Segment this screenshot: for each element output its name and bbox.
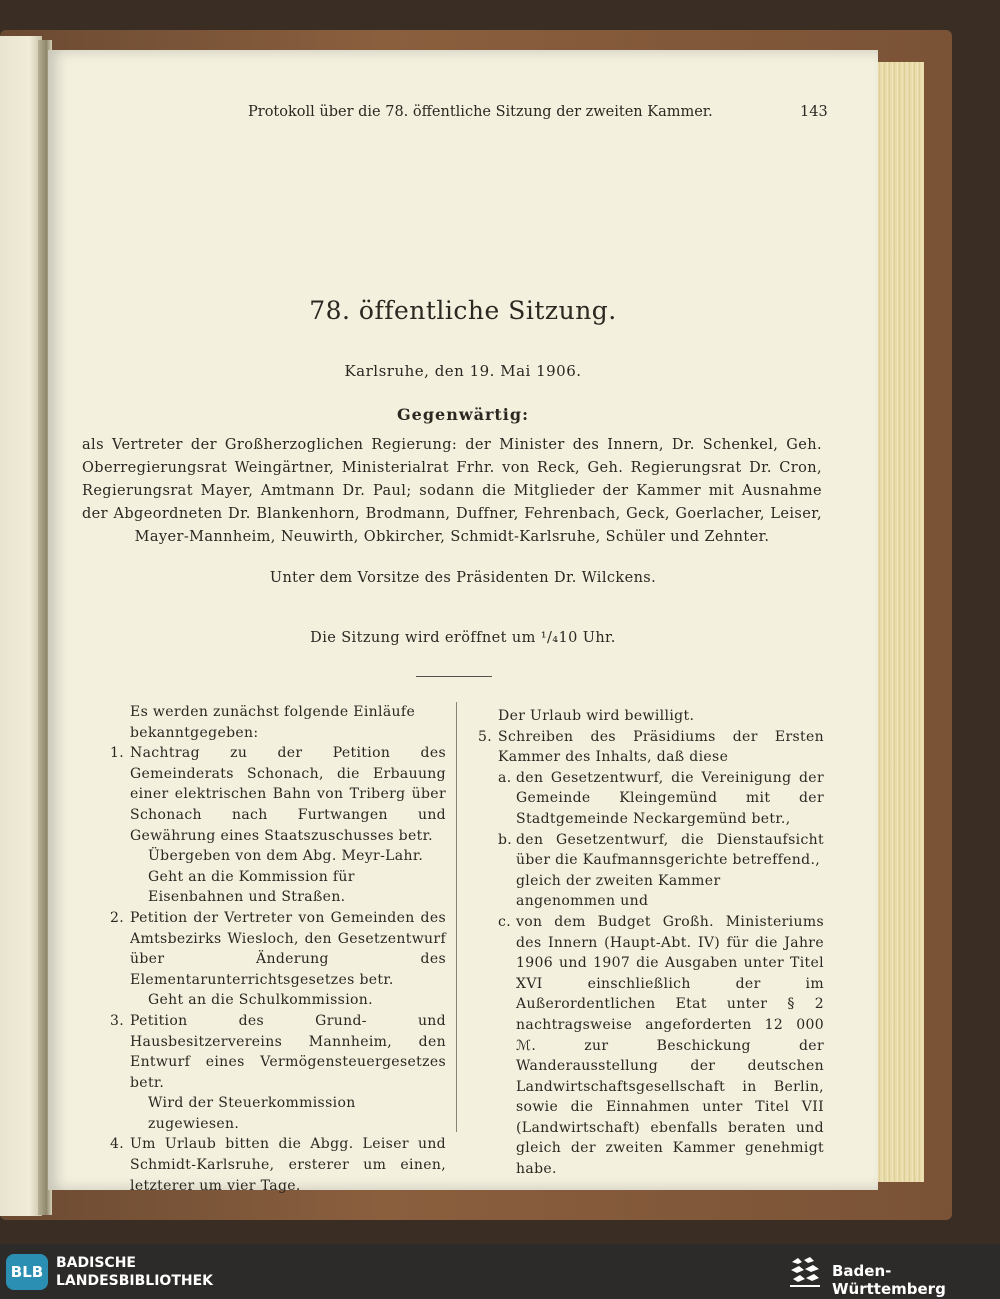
item-text: Nachtrag zu der Petition des Gemeinderats Schonach, die Erbauung einer elektrischen Bahn von Triberg über Schonach nach Furtwangen und Gewährung eines Staatszuschusses betr. xyxy=(130,745,446,844)
item-text: Schreiben des Präsidiums der Ersten Kammer des Inhalts, daß diese xyxy=(498,728,824,766)
item-text: Petition des Grund- und Hausbesitzervereins Mannheim, den Entwurf eines Vermögensteuergesetzes betr. xyxy=(130,1012,446,1091)
right-column xyxy=(478,706,824,1180)
list-item xyxy=(478,727,824,768)
item-note: Wird der Steuerkommission zugewiesen. xyxy=(148,1095,356,1132)
between-text: gleich der zweiten Kammer angenommen und xyxy=(516,872,721,910)
item-number: 4. xyxy=(110,1136,125,1153)
chair-line: Unter dem Vorsitze des Präsidenten Dr. Wilckens. xyxy=(269,570,657,586)
intro-text: Es werden zunächst folgende Einläufe bekanntgegeben: xyxy=(130,704,416,741)
list-item xyxy=(110,1134,446,1196)
viewer-footer xyxy=(0,1244,1000,1299)
item-number: 3. xyxy=(110,1012,125,1029)
session-title: 78. öffentliche Sitzung. xyxy=(309,296,617,325)
header-title: Protokoll über die 78. öffentliche Sitzung der zweiten Kammer. xyxy=(248,104,713,120)
item-number: 2. xyxy=(110,909,125,926)
item-note: Geht an die Kommission für Eisenbahnen und Straßen. xyxy=(148,868,355,906)
state-name[interactable]: Baden-Württemberg xyxy=(832,1262,946,1298)
list-item xyxy=(110,908,446,990)
left-column xyxy=(110,702,446,1196)
sub-item-letter: a. xyxy=(498,769,512,786)
sub-item xyxy=(478,768,824,830)
document-page xyxy=(48,50,878,1194)
present-heading: Gegenwärtig: xyxy=(397,405,529,424)
sub-item-letter: c. xyxy=(498,913,511,930)
sub-item-text: den Gesetzentwurf, die Vereinigung der Gemeinde Kleingemünd mit der Stadtgemeinde Neckargemünd betr., xyxy=(516,769,824,827)
item-text: Um Urlaub bitten die Abgg. Leiser und Schmidt-Karlsruhe, ersterer um einen, letzterer um vier Tage. xyxy=(130,1136,446,1194)
page-number: 143 xyxy=(800,104,828,120)
column-divider xyxy=(456,702,457,1132)
item-note: Geht an die Schulkommission. xyxy=(148,992,373,1009)
section-divider xyxy=(416,676,492,677)
place-date: Karlsruhe, den 19. Mai 1906. xyxy=(344,362,582,380)
item-number: 5. xyxy=(478,728,493,745)
library-name-line2: LANDESBIBLIOTHEK xyxy=(56,1273,214,1289)
running-header xyxy=(48,104,878,128)
list-item xyxy=(110,1011,446,1093)
sub-item-text: von dem Budget Großh. Ministeriums des Innern (Haupt-Abt. IV) für die Jahre 1906 und 1907 die Ausgaben unter Titel XVI einschließlich der im Außerordentlichen Etat unter § 2 nachtragsweise angeforderten 12 000 ℳ. zur Beschickung der Wanderausstellung der deutschen Landwirtschaftsgesellschaft in Berlin, sowie die Einnahmen unter Titel VII (Landwirtschaft) ebenfalls beraten und gleich der zweiten Kammer genehmigt habe. xyxy=(516,913,824,1178)
item-number: 1. xyxy=(110,745,125,762)
item-text: Petition der Vertreter von Gemeinden des Amtsbezirks Wiesloch, den Gesetzentwurf über Änderung des Elementarunterrichtsgesetzes betr. xyxy=(130,909,446,988)
attendance-paragraph: als Vertreter der Großherzoglichen Regierung: der Minister des Innern, Dr. Schenkel, Geh. Oberregierungsrat Weingärtner, Ministerialrat Frhr. von Reck, Geh. Regierungsrat Dr. Cron, Regierungsrat Mayer, Amtmann Dr. Paul; sodann die Mitglieder der Kammer mit Ausnahme der Abgeordneten Dr. Blankenhorn, Brodmann, Duffner, Fehrenbach, Geck, Goerlacher, Leiser, Mayer-Mannheim, Neuwirth, Obkircher, Schmidt-Karlsruhe, Schüler und Zehnter. xyxy=(82,437,822,545)
page-stack-edge xyxy=(876,62,924,1182)
library-name[interactable] xyxy=(56,1254,213,1290)
list-item xyxy=(110,743,446,846)
sub-item xyxy=(478,830,824,871)
sub-item-letter: b. xyxy=(498,831,513,848)
left-page-edge xyxy=(0,36,42,1216)
leave-granted-text: Der Urlaub wird bewilligt. xyxy=(498,708,695,724)
session-opened-line: Die Sitzung wird eröffnet um ¹/₄10 Uhr. xyxy=(310,630,616,646)
blb-logo[interactable]: BLB xyxy=(6,1254,48,1290)
item-note: Übergeben von dem Abg. Meyr-Lahr. xyxy=(148,848,424,865)
sub-item xyxy=(478,912,824,1180)
coat-of-arms-icon xyxy=(788,1254,822,1290)
sub-item-text: den Gesetzentwurf, die Dienstaufsicht über die Kaufmannsgerichte betreffend., xyxy=(516,831,824,869)
library-name-line1: BADISCHE xyxy=(56,1255,136,1271)
